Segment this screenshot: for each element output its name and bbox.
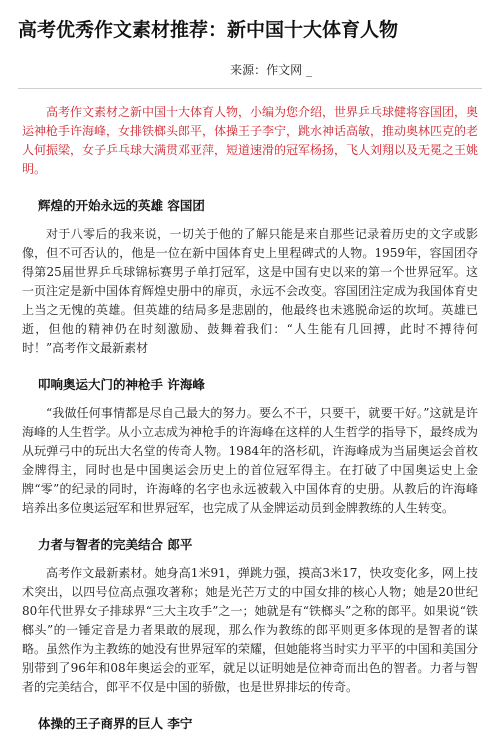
source-suffix: _ xyxy=(306,63,312,77)
section-body: “我做任何事情都是尽自己最大的努力。要么不干，只要干，就要干好。”这就是许海峰的人生哲学。从小立志成为神枪手的许海峰在这样的人生哲学的指导下，最终成为从玩弹弓中的玩出大名堂的传奇人物。1984年的洛杉矶，许海峰成为当届奥运会首枚金牌得主，同时也是中国奥运会历史上的首位冠军得主。在打破了中国奥运史上金牌“零”的纪录的同时，许海峰的名字也永远被载入中国体育的史册。从教后的许海峰培养出多位奥运冠军和世界冠军，也完成了从金牌运动员到金牌教练的人生转变。 xyxy=(22,406,479,515)
divider xyxy=(18,88,482,89)
section-heading: 体操的王子商界的巨人 李宁 xyxy=(38,716,193,731)
section-heading: 辉煌的开始永远的英雄 容国团 xyxy=(38,198,205,213)
section-heading: 力者与智者的完美结合 郎平 xyxy=(38,537,193,552)
article-title: 高考优秀作文素材推荐：新中国十大体育人物 xyxy=(18,19,399,41)
source-label: 来源：作文网 xyxy=(230,63,303,77)
intro-paragraph: 高考作文素材之新中国十大体育人物，小编为您介绍，世界乒乓球健将容国团，奥运神枪手许海峰，女排铁榔头郎平，体操王子李宁，跳水神话高敏，推动奥林匹克的老人何振梁，女子乒乓球大满贯邓亚萍，短道速滑的冠军杨扬，飞人刘翔以及无冕之王姚明。 xyxy=(22,105,479,176)
section-body: 对于八零后的我来说，一切关于他的了解只能是来自那些记录着历史的文字或影像，但不可否认的，他是一位在新中国体育史上里程碑式的人物。1959年，容国团夺得第25届世界乒乓球锦标赛男子单打冠军，这是中国有史以来的第一个世界冠军。这一页注定是新中国体育辉煌史册中的扉页，永远不会改变。容国团注定成为我国体育史上当之无愧的英雄。但英雄的结局多是悲剧的，他最终也未逃脱命运的坎坷。英雄已逝，但他的精神仍在时刻激励、鼓舞着我们：“人生能有几回搏，此时不搏待何时！”高考作文最新素材 xyxy=(22,227,479,355)
section-body: 高考作文最新素材。她身高1米91，弹跳力强，摸高3米17，快攻变化多，网上技术突出，以四号位高点强攻著称；她是光芒万丈的中国女排的核心人物；她是20世纪80年代世界女子排球界“三大主攻手”之一；她就是有“铁榔头”之称的郎平。如果说“铁榔头”的一锤定音是力者果敢的展现，那么作为教练的郎平则更多体现的是智者的谋略。虽然作为主教练的她没有世界冠军的荣耀，但她能将当时实力平平的中国和美国分别带到了96年和08年奥运会的亚军，就足以证明她是位神奇而出色的智者。力者与智者的完美结合，郎平不仅是中国的骄傲，也是世界排坛的传奇。 xyxy=(22,566,479,694)
source-line xyxy=(18,62,482,78)
section-heading: 叩响奥运大门的神枪手 许海峰 xyxy=(38,377,205,392)
